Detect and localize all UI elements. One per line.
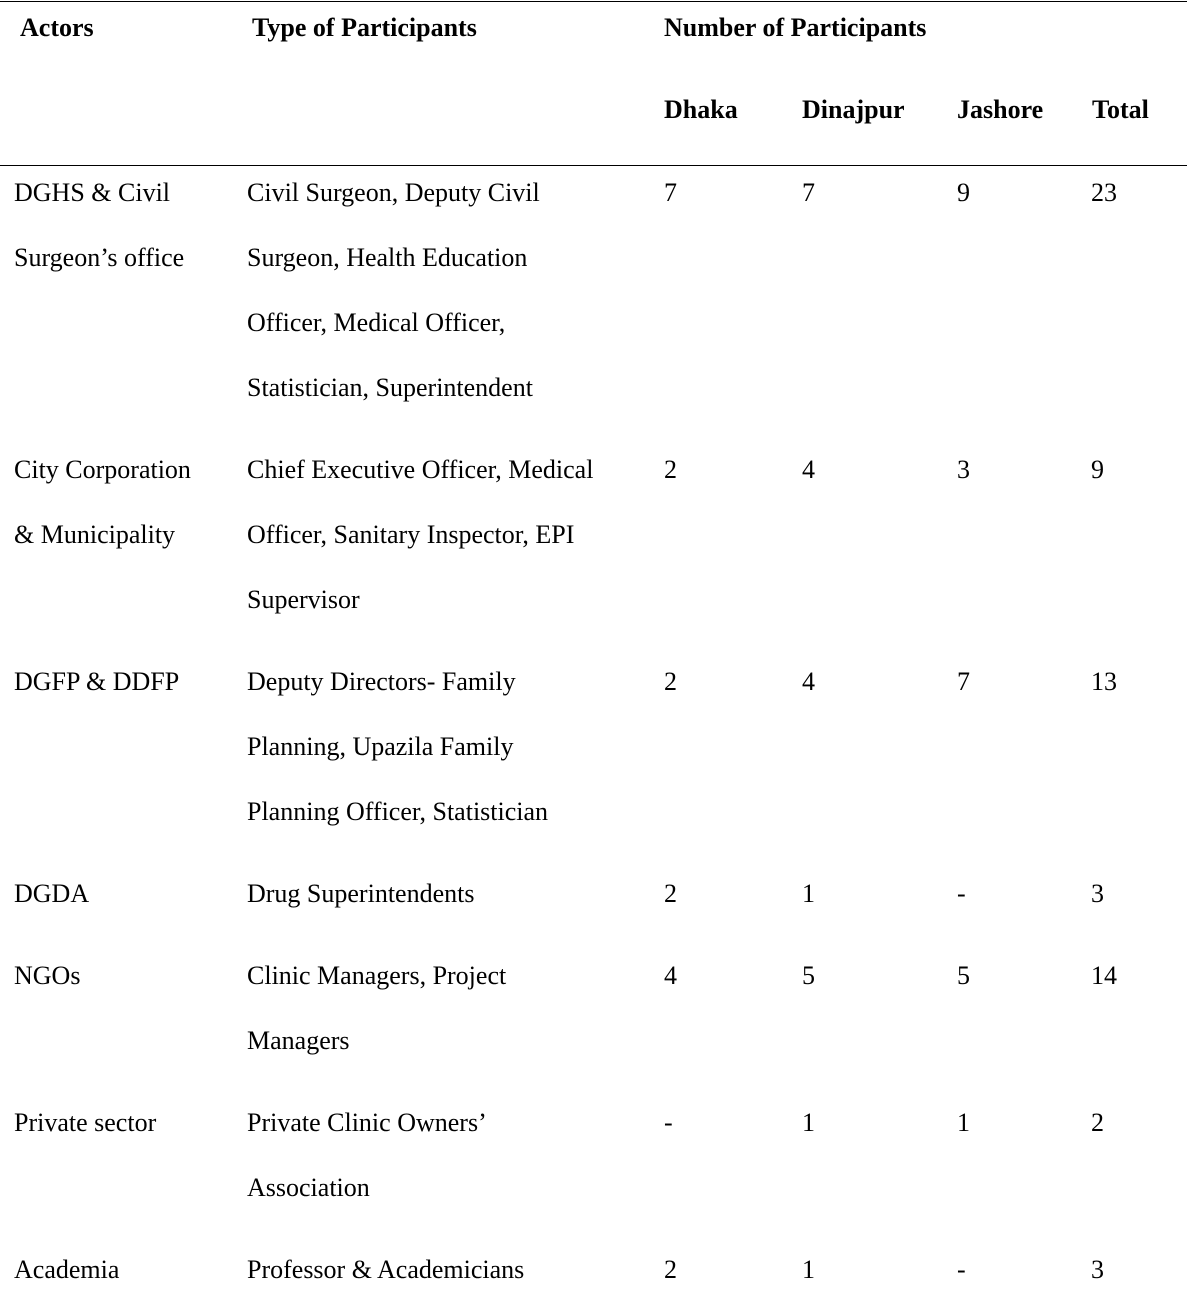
- actor-cell: [14, 1090, 156, 1155]
- header-total: Total: [1092, 95, 1149, 124]
- jashore-count: -: [957, 1255, 966, 1284]
- dhaka-count: 2: [664, 1255, 677, 1284]
- dinajpur-count: 1: [802, 879, 815, 908]
- participant-type-line: Managers: [247, 1026, 350, 1055]
- participant-type-line: Clinic Managers, Project: [247, 961, 507, 990]
- header-dinajpur: Dinajpur: [802, 95, 905, 124]
- participant-type-cell: [247, 1237, 524, 1302]
- total-count: 23: [1091, 178, 1117, 207]
- participant-type-line: Officer, Medical Officer,: [247, 308, 506, 337]
- dhaka-count: 2: [664, 455, 677, 484]
- dhaka-count: 4: [664, 961, 677, 990]
- participant-type-cell: [247, 1090, 487, 1220]
- participant-type-line: Surgeon, Health Education: [247, 243, 528, 272]
- actor-line: & Municipality: [14, 520, 176, 549]
- actor-line: DGFP & DDFP: [14, 667, 180, 696]
- total-count: 9: [1091, 455, 1104, 484]
- participant-type-line: Planning, Upazila Family: [247, 732, 514, 761]
- header-actors: Actors: [20, 13, 94, 42]
- header-number-of-participants: Number of Participants: [664, 13, 927, 42]
- dhaka-count: 2: [664, 879, 677, 908]
- jashore-count: -: [957, 879, 966, 908]
- actor-line: DGDA: [14, 879, 90, 908]
- total-count: 2: [1091, 1108, 1104, 1137]
- dinajpur-count: 1: [802, 1108, 815, 1137]
- actor-line: City Corporation: [14, 455, 191, 484]
- actor-cell: [14, 1237, 119, 1302]
- participant-type-cell: [247, 437, 593, 632]
- jashore-count: 1: [957, 1108, 970, 1137]
- participant-type-line: Drug Superintendents: [247, 879, 475, 908]
- participant-type-line: Professor & Academicians: [247, 1255, 525, 1284]
- actor-cell: [14, 160, 184, 290]
- jashore-count: 9: [957, 178, 970, 207]
- table-top-rule: [0, 1, 1187, 2]
- participant-type-line: Statistician, Superintendent: [247, 373, 533, 402]
- jashore-count: 3: [957, 455, 970, 484]
- dhaka-count: 2: [664, 667, 677, 696]
- actor-cell: [14, 649, 179, 714]
- actor-cell: [14, 943, 80, 1008]
- total-count: 14: [1091, 961, 1117, 990]
- participant-type-line: Supervisor: [247, 585, 360, 614]
- dinajpur-count: 7: [802, 178, 815, 207]
- participant-type-line: Chief Executive Officer, Medical: [247, 455, 594, 484]
- dinajpur-count: 5: [802, 961, 815, 990]
- total-count: 3: [1091, 1255, 1104, 1284]
- participant-type-cell: [247, 160, 540, 420]
- header-type-of-participants: Type of Participants: [252, 13, 477, 42]
- participant-type-line: Association: [247, 1173, 370, 1202]
- participant-type-line: Planning Officer, Statistician: [247, 797, 549, 826]
- participant-type-line: Private Clinic Owners’: [247, 1108, 487, 1137]
- jashore-count: 7: [957, 667, 970, 696]
- dinajpur-count: 4: [802, 455, 815, 484]
- total-count: 3: [1091, 879, 1104, 908]
- actor-line: Private sector: [14, 1108, 157, 1137]
- header-jashore: Jashore: [957, 95, 1044, 124]
- participant-type-cell: [247, 861, 474, 926]
- dinajpur-count: 4: [802, 667, 815, 696]
- actor-line: Academia: [14, 1255, 120, 1284]
- dhaka-count: -: [664, 1108, 673, 1137]
- participant-type-line: Officer, Sanitary Inspector, EPI: [247, 520, 575, 549]
- participant-type-line: Civil Surgeon, Deputy Civil: [247, 178, 540, 207]
- jashore-count: 5: [957, 961, 970, 990]
- total-count: 13: [1091, 667, 1117, 696]
- actor-line: DGHS & Civil: [14, 178, 171, 207]
- participant-type-line: Deputy Directors- Family: [247, 667, 516, 696]
- actor-cell: [14, 437, 191, 567]
- participant-type-cell: [247, 943, 506, 1073]
- dinajpur-count: 1: [802, 1255, 815, 1284]
- participant-type-cell: [247, 649, 548, 844]
- dhaka-count: 7: [664, 178, 677, 207]
- header-dhaka: Dhaka: [664, 95, 738, 124]
- actor-line: NGOs: [14, 961, 81, 990]
- actor-line: Surgeon’s office: [14, 243, 185, 272]
- actor-cell: [14, 861, 89, 926]
